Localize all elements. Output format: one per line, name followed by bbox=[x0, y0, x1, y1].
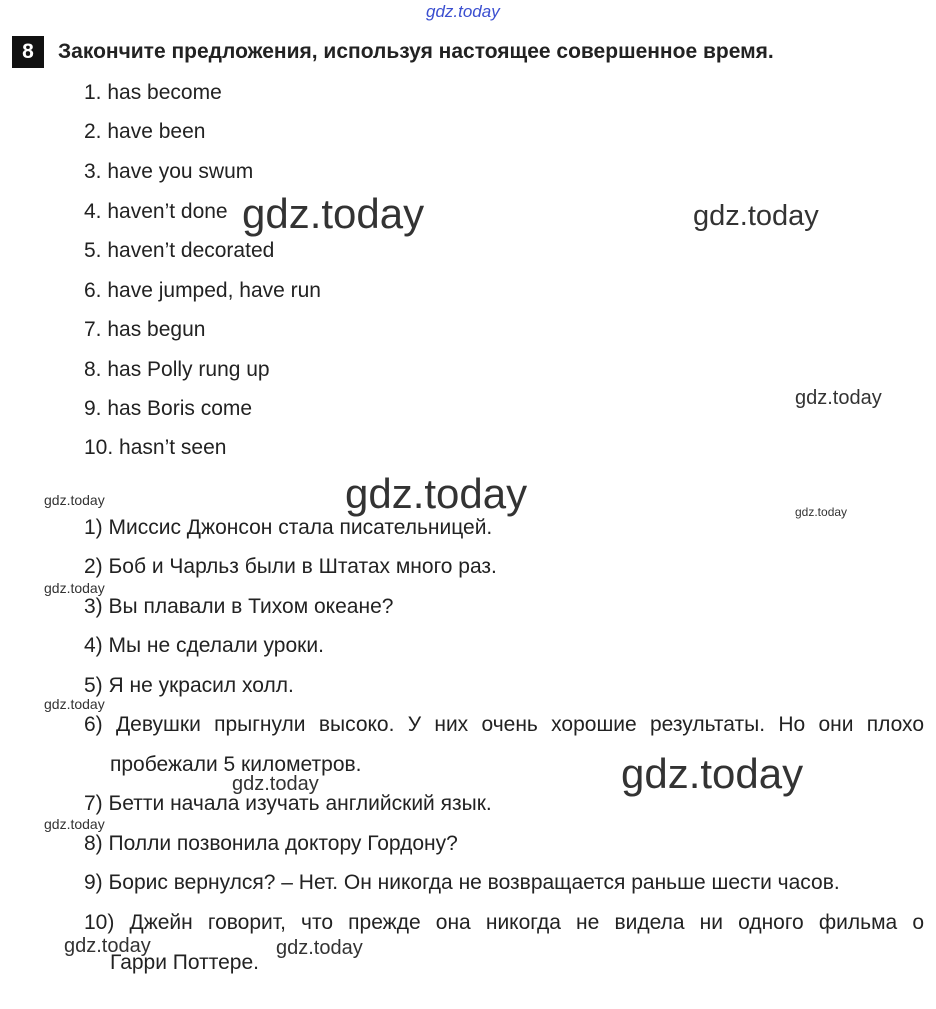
answer-item: 3. have you swum bbox=[84, 160, 254, 183]
watermark: gdz.today bbox=[693, 200, 819, 232]
watermark: gdz.today bbox=[276, 937, 363, 959]
watermark: gdz.today bbox=[795, 505, 848, 519]
translation-line: 3) Вы плавали в Тихом океане? bbox=[84, 595, 394, 618]
watermark: gdz.today bbox=[621, 750, 804, 797]
watermark: gdz.today bbox=[345, 470, 528, 517]
exercise-title: Закончите предложения, используя настоящее совершенное время. bbox=[58, 40, 774, 63]
translation-line: 4) Мы не сделали уроки. bbox=[84, 634, 324, 657]
watermark: gdz.today bbox=[232, 773, 319, 795]
translation-line: 5) Я не украсил холл. bbox=[84, 674, 294, 697]
translation-line-continuation: Гарри Поттере. bbox=[110, 951, 259, 974]
watermark: gdz.today bbox=[64, 935, 151, 957]
translation-line: 7) Бетти начала изучать английский язык. bbox=[84, 792, 492, 815]
watermark: gdz.today bbox=[44, 696, 105, 712]
answer-item: 8. has Polly rung up bbox=[84, 358, 270, 381]
translation-line: 8) Полли позвонила доктору Гордону? bbox=[84, 832, 458, 855]
answer-item: 1. has become bbox=[84, 81, 222, 104]
watermark: gdz.today bbox=[795, 387, 882, 409]
answer-item: 7. has begun bbox=[84, 318, 206, 341]
translation-line-continuation: пробежали 5 километров. bbox=[110, 753, 362, 776]
watermark: gdz.today bbox=[44, 580, 105, 596]
watermark: gdz.today bbox=[44, 492, 105, 508]
answer-item: 5. haven’t decorated bbox=[84, 239, 275, 262]
answer-item: 4. haven’t done bbox=[84, 200, 228, 223]
translation-line: 10) Джейн говорит, что прежде она никогда не видела ни одного фильма о bbox=[84, 911, 924, 934]
header-watermark: gdz.today bbox=[426, 2, 500, 21]
watermark: gdz.today bbox=[44, 816, 105, 832]
exercise-number-badge: 8 bbox=[12, 36, 44, 68]
answer-item: 2. have been bbox=[84, 120, 206, 143]
translation-line: 9) Борис вернулся? – Нет. Он никогда не возвращается раньше шести часов. bbox=[84, 871, 840, 894]
watermark: gdz.today bbox=[242, 190, 425, 237]
answer-item: 6. have jumped, have run bbox=[84, 279, 321, 302]
answer-item: 9. has Boris come bbox=[84, 397, 253, 420]
translation-line: 1) Миссис Джонсон стала писательницей. bbox=[84, 516, 493, 539]
translation-line: 6) Девушки прыгнули высоко. У них очень хорошие результаты. Но они плохо bbox=[84, 713, 924, 736]
translation-line: 2) Боб и Чарльз были в Штатах много раз. bbox=[84, 555, 497, 578]
answer-item: 10. hasn’t seen bbox=[84, 436, 227, 459]
